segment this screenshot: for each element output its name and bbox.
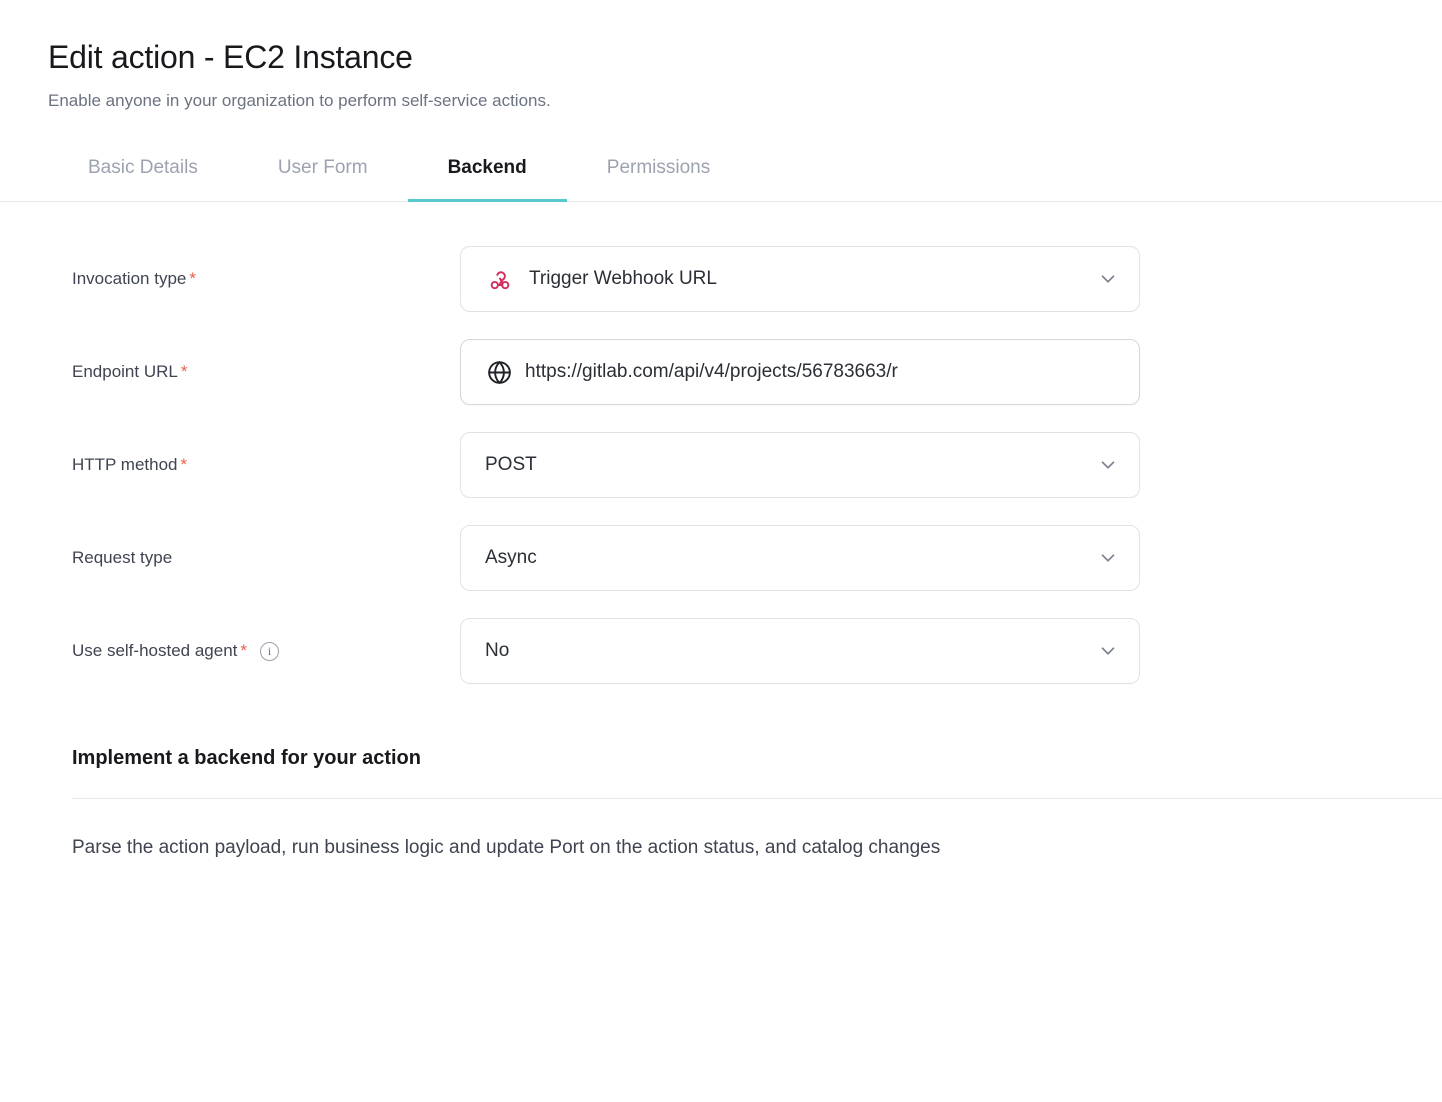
chevron-down-icon[interactable] [1097,547,1119,569]
label-invocation-type-text: Invocation type [72,269,187,289]
endpoint-url-input-wrapper[interactable] [460,339,1140,405]
chevron-down-icon[interactable] [1097,268,1119,290]
request-type-select[interactable] [460,525,1140,591]
endpoint-url-value[interactable]: https://gitlab.com/api/v4/projects/56783663/r [525,361,898,383]
backend-form [0,202,1442,684]
tab-permissions[interactable]: Permissions [606,157,711,179]
self-hosted-agent-select[interactable] [460,618,1140,684]
field-row-invocation-type [72,246,1394,312]
label-invocation-type [72,269,460,289]
required-asterisk: * [189,269,196,289]
label-self-hosted-agent-text: Use self-hosted agent [72,641,238,661]
label-request-type [72,548,460,568]
required-asterisk: * [240,641,248,661]
chevron-down-icon[interactable] [1097,640,1119,662]
field-row-http-method [72,432,1394,498]
tab-user-form[interactable]: User Form [277,157,368,179]
chevron-down-icon[interactable] [1097,454,1119,476]
label-http-method-text: HTTP method [72,455,178,475]
field-row-request-type [72,525,1394,591]
page-header [0,0,1442,112]
globe-icon [485,358,513,386]
backend-section-body: Parse the action payload, run business logic and update Port on the action status, and catalog changes [72,837,941,859]
invocation-type-select[interactable] [460,246,1140,312]
tab-basic-details[interactable]: Basic Details [88,157,198,179]
label-self-hosted-agent [72,641,460,661]
tab-bar [0,156,1442,202]
info-icon[interactable]: i [260,642,279,661]
invocation-type-value: Trigger Webhook URL [529,268,717,290]
page-subtitle: Enable anyone in your organization to perform self-service actions. [48,91,551,111]
http-method-select[interactable] [460,432,1140,498]
required-asterisk: * [180,362,188,382]
backend-section-title: Implement a backend for your action [72,747,421,770]
label-endpoint-url [72,362,460,382]
field-row-self-hosted-agent [72,618,1394,684]
field-row-endpoint-url [72,339,1394,405]
http-method-value: POST [485,454,537,476]
page-title: Edit action - EC2 Instance [48,39,413,75]
label-endpoint-url-text: Endpoint URL [72,362,178,382]
required-asterisk: * [180,455,188,475]
request-type-value: Async [485,547,537,569]
label-http-method [72,455,460,475]
tab-backend[interactable]: Backend [408,157,567,202]
webhook-icon [485,264,515,294]
label-request-type-text: Request type [72,548,173,568]
self-hosted-agent-value: No [485,640,510,662]
